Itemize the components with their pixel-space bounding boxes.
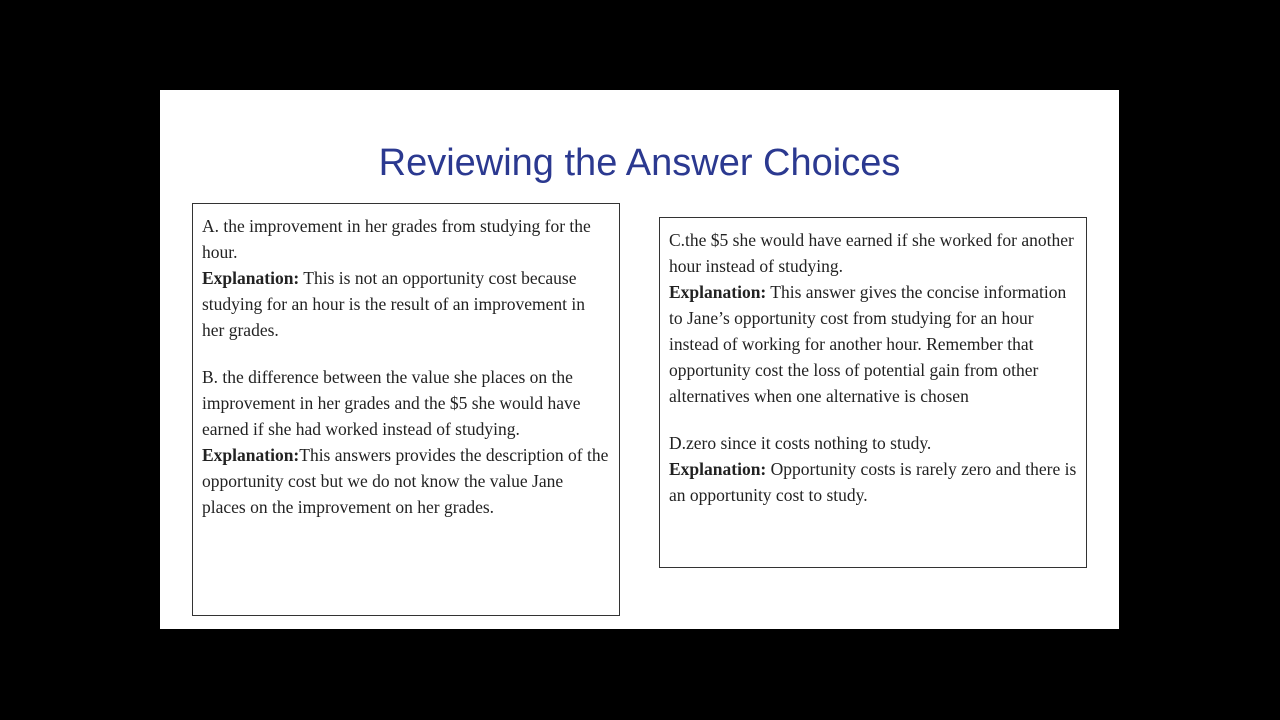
choice-a-explanation-label: Explanation: [202,268,300,288]
choice-c [669,227,1077,409]
choice-b-explanation-text: This answers provides the description of the opportunity cost but we do not know the value Jane places on the improvement on her grades. [202,445,609,517]
choice-d [669,430,1077,508]
choice-a-answer: A. the improvement in her grades from studying for the hour. [202,216,591,262]
choice-d-explanation [669,456,1077,508]
choice-a-explanation-text: This is not an opportunity cost because studying for an hour is the result of an improvement in her grades. [202,268,585,340]
choice-b [202,364,610,520]
choice-c-explanation-text: This answer gives the concise information to Jane’s opportunity cost from studying for an hour instead of working for another hour. Remember that opportunity cost the loss of potential gain from other alternatives when one alternative is chosen [669,282,1067,406]
slide-title: Reviewing the Answer Choices [378,142,901,184]
answer-box-right [659,217,1087,568]
choice-b-explanation-label: Explanation: [202,445,300,465]
choice-a-explanation [202,265,610,343]
choice-a [202,213,610,343]
choice-b-explanation [202,442,610,520]
choice-c-explanation [669,279,1077,409]
choice-d-answer: D.zero since it costs nothing to study. [669,433,932,453]
slide [160,90,1119,629]
answer-box-left [192,203,620,616]
choice-d-explanation-label: Explanation: [669,459,767,479]
choice-b-answer: B. the difference between the value she places on the improvement in her grades and the $5 she would have earned if she had worked instead of studying. [202,367,581,439]
choice-c-explanation-label: Explanation: [669,282,767,302]
choice-d-explanation-text: Opportunity costs is rarely zero and there is an opportunity cost to study. [669,459,1077,505]
choice-c-answer: C.the $5 she would have earned if she worked for another hour instead of studying. [669,230,1074,276]
